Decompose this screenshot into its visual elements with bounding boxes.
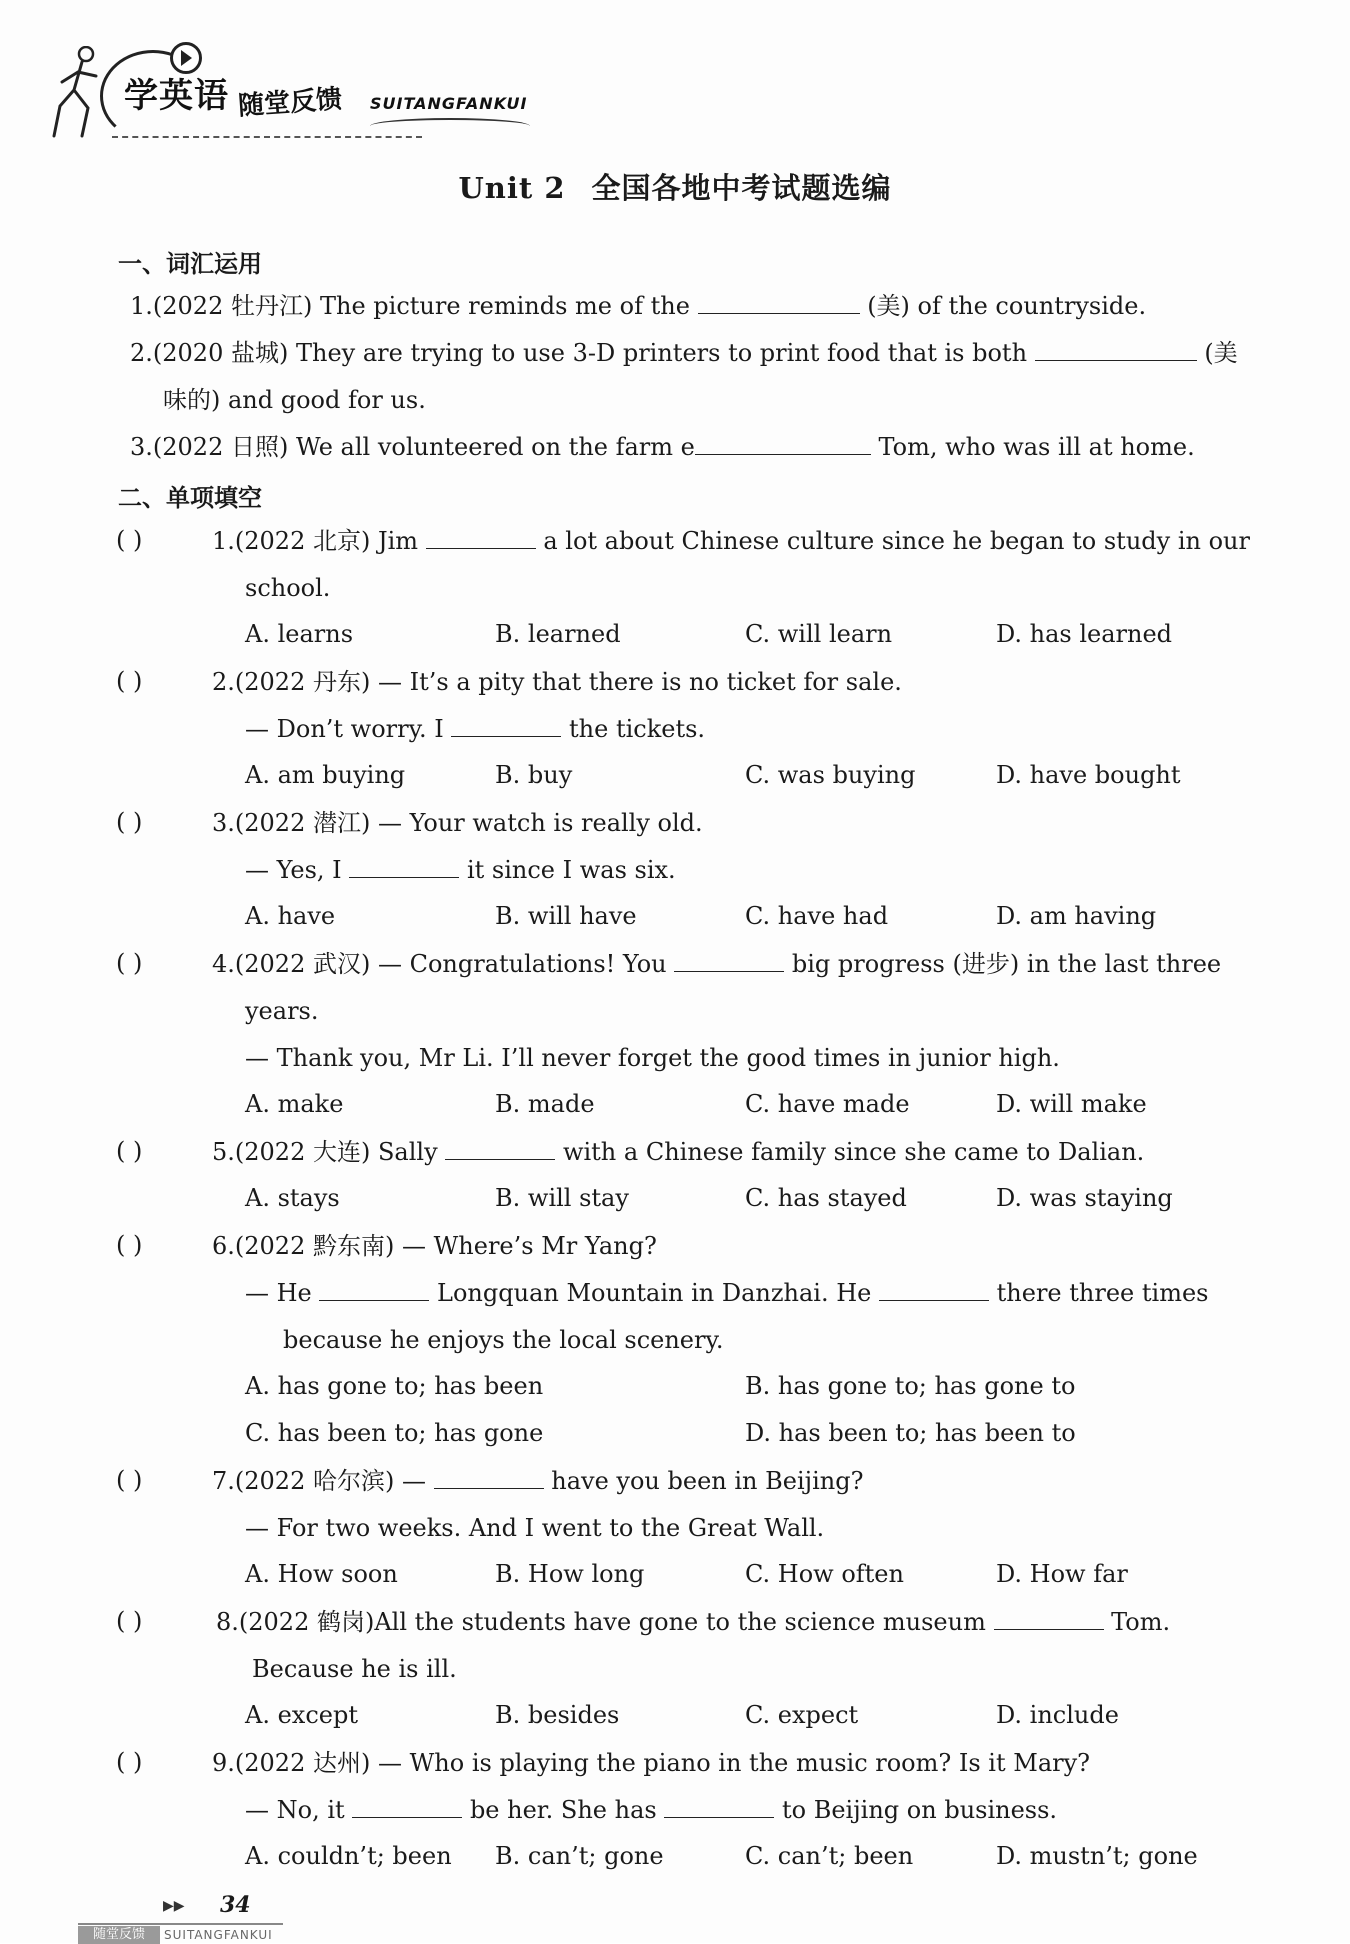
option-b[interactable]: B. buy: [495, 761, 573, 789]
vocab-item-2: 2.(2020 盐城) They are trying to use 3-D printers to print food that is both (美: [130, 339, 1238, 367]
question-5: 5.(2022 大连) Sally with a Chinese family since she came to Dalian.: [212, 1138, 1145, 1166]
option-a[interactable]: A. couldn’t; been: [245, 1842, 452, 1870]
title-text: 全国各地中考试题选编: [591, 171, 892, 205]
logo-swoosh: [370, 118, 530, 134]
question-6-reply: — He Longquan Mountain in Danzhai. He there three times: [245, 1279, 1209, 1307]
option-d[interactable]: D. has been to; has been to: [745, 1419, 1076, 1447]
answer-blank[interactable]: [445, 1137, 555, 1160]
option-c[interactable]: C. How often: [745, 1560, 904, 1588]
option-d[interactable]: D. have bought: [996, 761, 1181, 789]
option-b[interactable]: B. besides: [495, 1701, 620, 1729]
answer-blank[interactable]: [319, 1278, 429, 1301]
option-a[interactable]: A. has gone to; has been: [245, 1372, 544, 1400]
question-7: 7.(2022 哈尔滨) — have you been in Beijing?: [212, 1467, 864, 1495]
question-9: 9.(2022 达州) — Who is playing the piano in the music room? Is it Mary?: [212, 1749, 1091, 1777]
question-8: 8.(2022 鹤岗)All the students have gone to the science museum Tom.: [216, 1608, 1171, 1636]
option-b[interactable]: B. has gone to; has gone to: [745, 1372, 1076, 1400]
double-arrow-icon: ▶▶: [163, 1898, 185, 1914]
option-c[interactable]: C. has been to; has gone: [245, 1419, 544, 1447]
question-1: 1.(2022 北京) Jim a lot about Chinese culture since he began to study in our: [212, 527, 1250, 555]
brand-title: 学英语: [124, 76, 229, 116]
option-b[interactable]: B. made: [495, 1090, 595, 1118]
option-a[interactable]: A. stays: [245, 1184, 340, 1212]
option-c[interactable]: C. expect: [745, 1701, 859, 1729]
page-footer: [78, 1888, 438, 1943]
option-a[interactable]: A. make: [245, 1090, 344, 1118]
unit-label: Unit 2: [458, 171, 566, 205]
answer-paren[interactable]: ( ): [116, 526, 143, 554]
header-divider: [112, 136, 422, 138]
answer-paren[interactable]: ( ): [116, 1607, 143, 1635]
answer-paren[interactable]: ( ): [116, 1137, 143, 1165]
option-a[interactable]: A. learns: [245, 620, 354, 648]
option-c[interactable]: C. has stayed: [745, 1184, 907, 1212]
question-9-reply: — No, it be her. She has to Beijing on business.: [245, 1796, 1058, 1824]
brand-latin: SUITANGFANKUI: [370, 94, 528, 113]
page-number: 34: [220, 1892, 251, 1918]
option-c[interactable]: C. have had: [745, 902, 889, 930]
option-a[interactable]: A. How soon: [245, 1560, 398, 1588]
answer-paren[interactable]: ( ): [116, 667, 143, 695]
brand-logo: [52, 38, 572, 138]
option-b[interactable]: B. can’t; gone: [495, 1842, 664, 1870]
answer-paren[interactable]: ( ): [116, 808, 143, 836]
question-4-continued: years.: [245, 997, 319, 1025]
option-d[interactable]: D. will make: [996, 1090, 1147, 1118]
answer-blank[interactable]: [451, 714, 561, 737]
option-b[interactable]: B. will have: [495, 902, 637, 930]
option-c[interactable]: C. will learn: [745, 620, 893, 648]
question-8-continued: Because he is ill.: [252, 1655, 457, 1683]
option-c[interactable]: C. have made: [745, 1090, 910, 1118]
vocab-item-3: 3.(2022 日照) We all volunteered on the farm e Tom, who was ill at home.: [130, 433, 1195, 461]
section-heading-vocabulary: 一、词汇运用: [118, 250, 262, 278]
question-4-reply: — Thank you, Mr Li. I’ll never forget the good times in junior high.: [245, 1044, 1060, 1072]
question-2: 2.(2022 丹东) — It’s a pity that there is no ticket for sale.: [212, 668, 902, 696]
brand-subtitle: 随堂反馈: [237, 84, 344, 122]
option-d[interactable]: D. has learned: [996, 620, 1173, 648]
option-b[interactable]: B. will stay: [495, 1184, 629, 1212]
answer-blank[interactable]: [674, 949, 784, 972]
answer-paren[interactable]: ( ): [116, 1231, 143, 1259]
question-3-reply: — Yes, I it since I was six.: [245, 856, 676, 884]
question-6-continued: because he enjoys the local scenery.: [283, 1326, 724, 1354]
answer-blank[interactable]: [695, 432, 871, 455]
option-a[interactable]: A. except: [245, 1701, 358, 1729]
option-c[interactable]: C. was buying: [745, 761, 916, 789]
answer-blank[interactable]: [426, 526, 536, 549]
footer-tag: 随堂反馈: [78, 1926, 160, 1944]
section-heading-multiple-choice: 二、单项填空: [118, 484, 262, 512]
question-2-reply: — Don’t worry. I the tickets.: [245, 715, 706, 743]
answer-paren[interactable]: ( ): [116, 1748, 143, 1776]
answer-blank[interactable]: [994, 1607, 1104, 1630]
option-d[interactable]: D. am having: [996, 902, 1157, 930]
footer-tag-latin: SUITANGFANKUI: [164, 1928, 273, 1942]
option-d[interactable]: D. mustn’t; gone: [996, 1842, 1198, 1870]
option-b[interactable]: B. learned: [495, 620, 621, 648]
vocab-item-2-continued: 味的) and good for us.: [163, 386, 426, 414]
question-6: 6.(2022 黔东南) — Where’s Mr Yang?: [212, 1232, 657, 1260]
answer-blank[interactable]: [352, 1795, 462, 1818]
question-4: 4.(2022 武汉) — Congratulations! You big progress (进步) in the last three: [212, 950, 1222, 978]
answer-blank[interactable]: [664, 1795, 774, 1818]
option-b[interactable]: B. How long: [495, 1560, 645, 1588]
answer-blank[interactable]: [434, 1466, 544, 1489]
page-title: [0, 166, 1350, 207]
answer-blank[interactable]: [349, 855, 459, 878]
vocab-item-1: 1.(2022 牡丹江) The picture reminds me of the (美) of the countryside.: [130, 292, 1147, 320]
answer-paren[interactable]: ( ): [116, 1466, 143, 1494]
option-d[interactable]: D. include: [996, 1701, 1119, 1729]
option-c[interactable]: C. can’t; been: [745, 1842, 914, 1870]
question-1-continued: school.: [245, 574, 331, 602]
answer-blank[interactable]: [1035, 338, 1197, 361]
option-d[interactable]: D. was staying: [996, 1184, 1173, 1212]
question-3: 3.(2022 潜江) — Your watch is really old.: [212, 809, 703, 837]
option-a[interactable]: A. have: [245, 902, 336, 930]
question-7-reply: — For two weeks. And I went to the Great Wall.: [245, 1514, 825, 1542]
runner-icon: [52, 46, 106, 138]
answer-paren[interactable]: ( ): [116, 949, 143, 977]
answer-blank[interactable]: [879, 1278, 989, 1301]
answer-blank[interactable]: [698, 291, 860, 314]
option-d[interactable]: D. How far: [996, 1560, 1128, 1588]
option-a[interactable]: A. am buying: [245, 761, 406, 789]
